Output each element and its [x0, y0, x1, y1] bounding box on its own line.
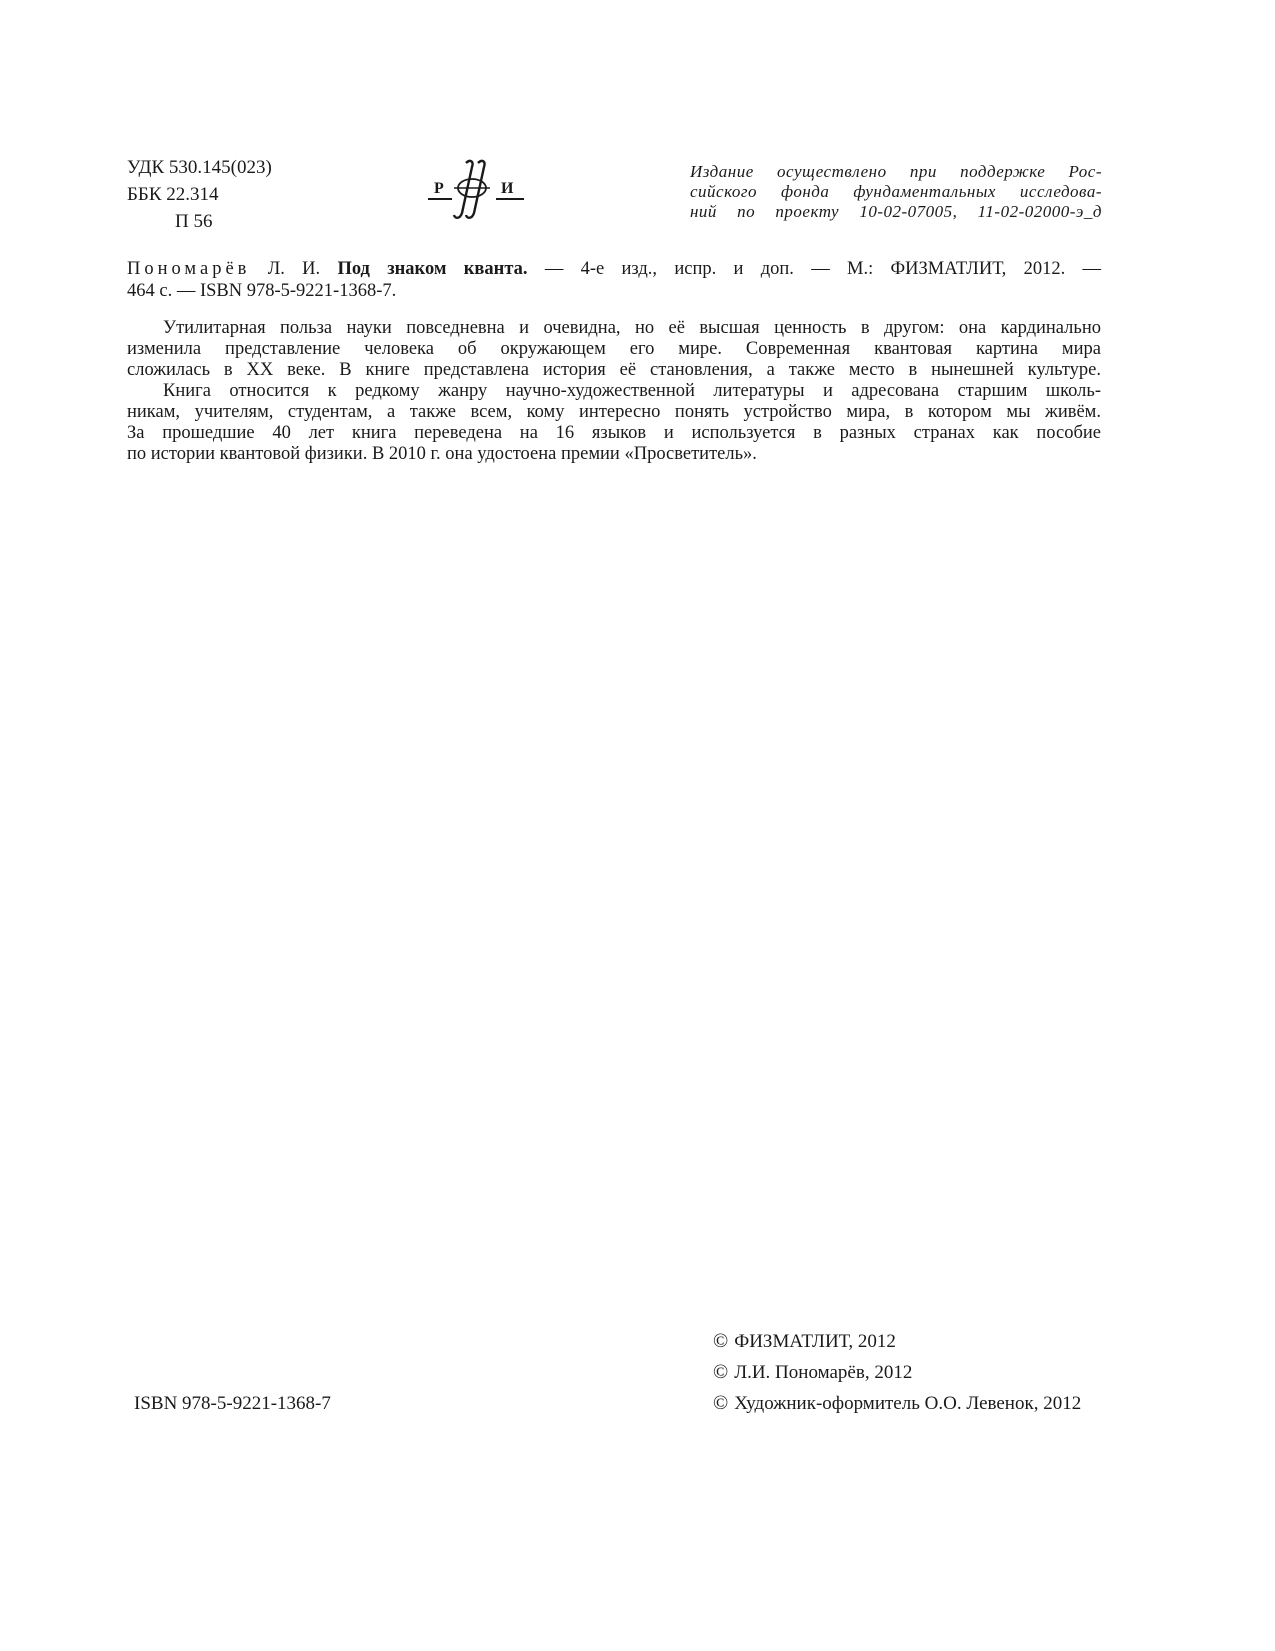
edition-info: — 4-е изд., испр. и доп. — М.: ФИЗМАТЛИТ, 2012. — [544, 259, 1101, 279]
classification-block [127, 154, 272, 235]
logo-letter-right: И [501, 180, 514, 197]
copyright-line [713, 1326, 1081, 1357]
annotation-line: сложилась в XX веке. В книге представлена история её становления, а также место в нынешней культуре. [127, 360, 1101, 380]
biblio-line-1 [127, 258, 1101, 280]
annotation-line: по истории квантовой физики. В 2010 г. она удостоена премии «Просветитель». [127, 444, 757, 464]
logo-letter-left: Р [434, 180, 444, 197]
annotation-line: Утилитарная польза науки повседневна и очевидна, но её высшая ценность в другом: она кардинально [163, 318, 1101, 338]
funding-note [690, 162, 1102, 222]
author-initials: Л. И. [267, 259, 321, 279]
copyright-line [713, 1388, 1081, 1419]
funding-note-line: Издание осуществлено при поддержке Рос- [690, 162, 1102, 181]
biblio-line-2: 464 с. — ISBN 978-5-9221-1368-7. [127, 281, 397, 301]
annotation-line: За прошедшие 40 лет книга переведена на 16 языков и используется в разных странах как пособие [127, 423, 1101, 443]
annotation-line: Книга относится к редкому жанру научно-художественной литературы и адресована старшим школь- [163, 381, 1101, 401]
author-surname: Пономарёв [127, 259, 251, 279]
funding-note-line: ний по проекту 10-02-07005, 11-02-02000-э_д [690, 202, 1102, 221]
book-title: Под знаком кванта. [337, 259, 528, 279]
annotation-line: никам, учителям, студентам, а также всем, кому интересно понять устройство мира, в котором мы живём. [127, 402, 1101, 422]
copyright-icon: © [713, 1392, 729, 1414]
copyright-line [713, 1357, 1081, 1388]
copyright-block [713, 1326, 1081, 1419]
copyright-holder: Художник-оформитель О.О. Левенок, 2012 [734, 1393, 1082, 1414]
bibliographic-record [127, 258, 1101, 302]
isbn-number: ISBN 978-5-9221-1368-7 [134, 1393, 331, 1414]
copyright-icon: © [713, 1330, 729, 1352]
annotation-line: изменила представление человека об окружающем его мире. Современная квантовая картина мира [127, 339, 1101, 359]
copyright-icon: © [713, 1361, 729, 1383]
author-mark: П 56 [175, 211, 213, 232]
annotation [127, 318, 1101, 465]
udk-code: УДК 530.145(023) [127, 157, 272, 178]
copyright-holder: Л.И. Пономарёв, 2012 [734, 1362, 913, 1383]
rffi-logo-icon [428, 159, 538, 221]
funding-note-line: сийского фонда фундаментальных исследова- [690, 182, 1102, 201]
copyright-holder: ФИЗМАТЛИТ, 2012 [734, 1331, 896, 1352]
bbk-code: ББК 22.314 [127, 184, 219, 205]
rffi-logo [428, 159, 538, 221]
